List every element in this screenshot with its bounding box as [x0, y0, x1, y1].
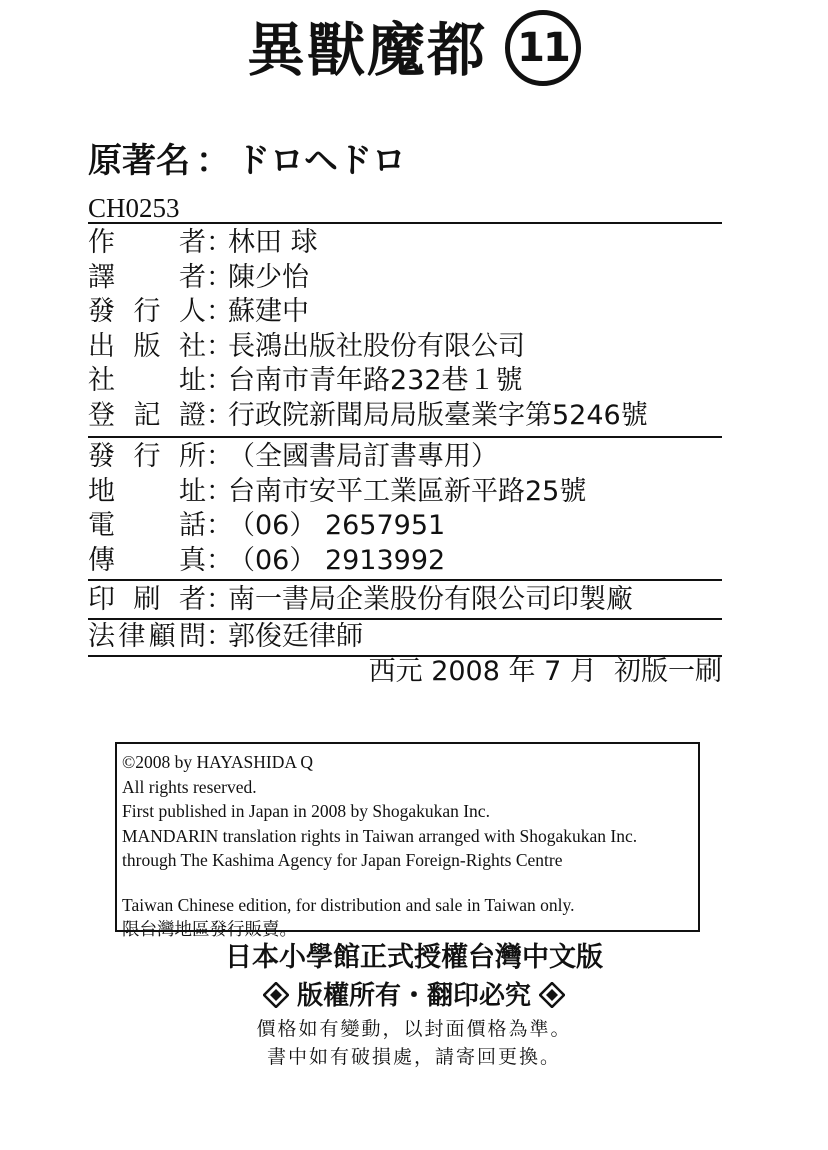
- info-value: 台南市青年路232巷１號: [228, 365, 523, 396]
- divider: [88, 579, 722, 581]
- divider: [88, 222, 722, 224]
- authorization-notice: 日本小學館正式授權台灣中文版: [225, 942, 603, 973]
- publication-info-group-4: [88, 620, 728, 655]
- info-separator: ：: [206, 584, 233, 615]
- publication-info-group-2: [88, 440, 728, 578]
- edition-date: 西元 2008 年 7 月 初版一刷: [368, 656, 722, 687]
- original-title: [88, 138, 406, 184]
- info-value: 南一書局企業股份有限公司印製廠: [228, 584, 633, 615]
- info-separator: ：: [206, 441, 233, 472]
- info-label: 作 者: [88, 227, 206, 258]
- info-separator: ：: [206, 296, 233, 327]
- info-separator: ：: [206, 365, 233, 396]
- volume-number-badge: 11: [505, 10, 581, 86]
- info-row-fax: [88, 544, 728, 579]
- info-separator: ：: [206, 621, 233, 652]
- info-value: 陳少怡: [228, 261, 309, 293]
- diamond-ornament-icon: [531, 985, 565, 1010]
- diamond-ornament-icon: [263, 985, 297, 1010]
- copyright-line: Taiwan Chinese edition, for distribution and sale in Taiwan only.: [122, 894, 575, 915]
- info-separator: ：: [206, 227, 233, 258]
- info-row-author: [88, 226, 728, 261]
- copyright-line: First published in Japan in 2008 by Shogakukan Inc.: [122, 801, 490, 821]
- rights-notice: [0, 978, 828, 1016]
- copyright-line: MANDARIN translation rights in Taiwan arranged with Shogakukan Inc.: [122, 825, 638, 846]
- info-label: 傳 真: [88, 544, 206, 576]
- info-label: 發 行 人: [88, 296, 206, 327]
- catalog-code: CH0253: [88, 193, 180, 223]
- info-label: 譯 者: [88, 261, 206, 293]
- info-value: 行政院新聞局局版臺業字第5246號: [228, 399, 648, 431]
- info-label: 地 址: [88, 475, 206, 507]
- info-separator: ：: [206, 261, 233, 293]
- info-label: 印 刷 者: [88, 584, 206, 615]
- info-value: 長鴻出版社股份有限公司: [228, 330, 525, 362]
- info-label: 登 記 證: [88, 399, 206, 431]
- info-value: 林田 球: [228, 227, 318, 258]
- info-row-publisher: [88, 330, 728, 365]
- info-label: 法 律 顧 問: [88, 621, 206, 652]
- info-value: （全國書局訂書專用）: [228, 441, 498, 472]
- divider: [88, 436, 722, 438]
- info-separator: ：: [206, 330, 233, 362]
- publication-info-group-1: [88, 226, 728, 433]
- info-row-distributor: [88, 440, 728, 475]
- info-separator: ：: [206, 475, 233, 507]
- original-title-colon: ：: [196, 141, 230, 181]
- info-row-address: [88, 475, 728, 510]
- copyright-line: ©2008 by HAYASHIDA Q: [122, 752, 314, 772]
- info-label: 社 址: [88, 365, 206, 396]
- info-row-legal-counsel: [88, 620, 728, 655]
- damage-notice: 書中如有破損處，請寄回更換。: [266, 1046, 561, 1068]
- info-row-publisher-address: [88, 364, 728, 399]
- info-separator: ：: [206, 399, 233, 431]
- copyright-line: through The Kashima Agency for Japan Foreign-Rights Centre: [122, 850, 563, 870]
- info-value: 台南市安平工業區新平路25號: [228, 475, 587, 507]
- original-title-label: 原著名: [88, 141, 190, 181]
- info-value: 蘇建中: [228, 296, 309, 327]
- book-title: [0, 10, 828, 92]
- info-label: 電 話: [88, 510, 206, 541]
- copyright-line: All rights reserved.: [122, 776, 257, 797]
- info-separator: ：: [206, 544, 233, 576]
- info-row-translator: [88, 261, 728, 296]
- original-title-value: ドロヘドロ: [236, 141, 406, 181]
- info-label: 出 版 社: [88, 330, 206, 362]
- info-value: （06） 2657951: [228, 510, 446, 541]
- price-notice: 價格如有變動，以封面價格為準。: [256, 1018, 572, 1040]
- info-label: 發 行 所: [88, 441, 206, 472]
- info-separator: ：: [206, 510, 233, 541]
- book-title-text: 異獸魔都: [246, 16, 487, 84]
- publication-info-group-3: [88, 583, 728, 618]
- info-row-publisher-person: [88, 295, 728, 330]
- rights-notice-text: 版權所有・翻印必究: [296, 981, 531, 1011]
- info-value: （06） 2913992: [228, 544, 446, 576]
- info-row-printer: [88, 583, 728, 618]
- info-row-phone: [88, 509, 728, 544]
- copyright-box: [115, 742, 700, 939]
- info-row-registration: [88, 399, 728, 434]
- info-value: 郭俊廷律師: [228, 621, 363, 652]
- copyright-line: 限台灣地區發行販賣。: [122, 919, 297, 939]
